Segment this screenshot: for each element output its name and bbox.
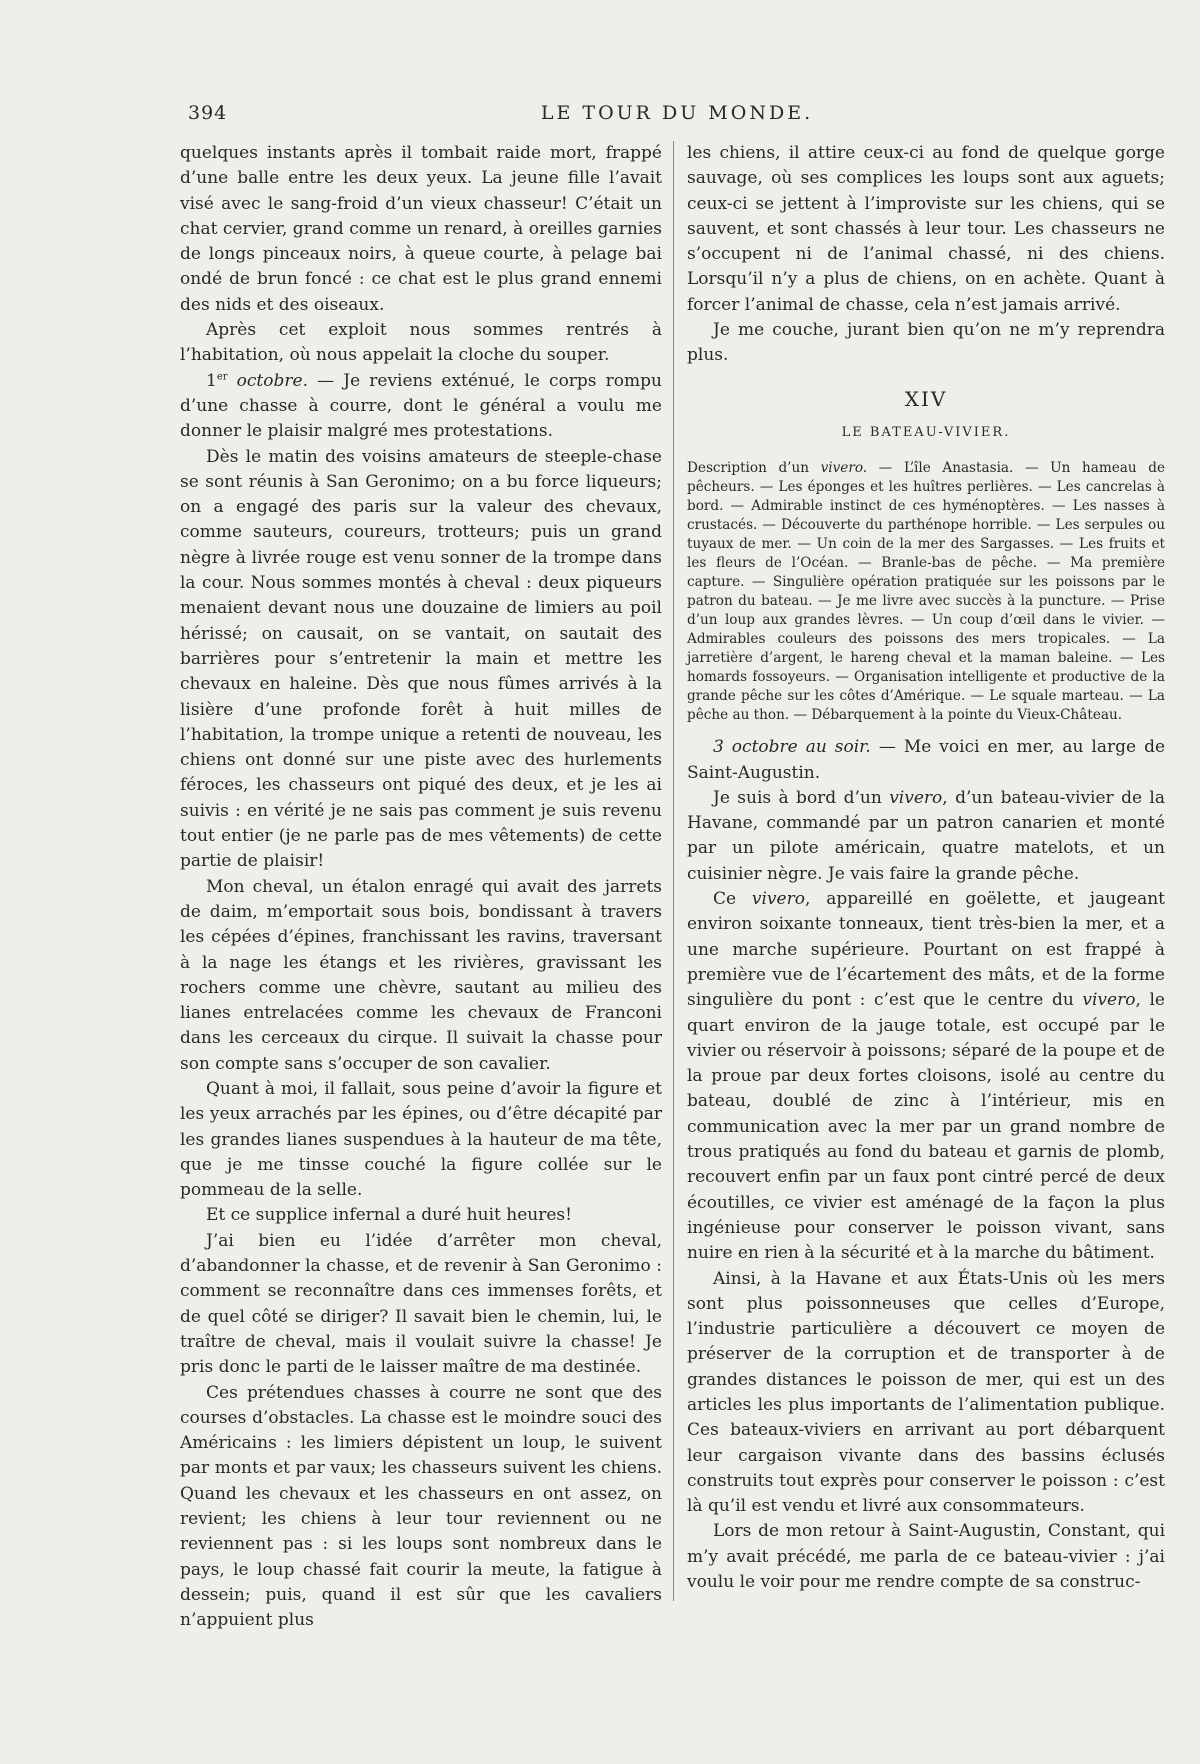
chapter-summary	[687, 459, 1165, 725]
italic-word: vivero	[1082, 990, 1136, 1011]
paragraph: Ces prétendues chasses à courre ne sont que des courses d’obstacles. La chasse est le moindre souci des Américains : les limiers dépistent un loup, le suivent par monts et par vaux; les chasseurs suivent les chiens. Quand les chevaux et les chasseurs en ont assez, on revient; les chiens à leur tour reviennent ou ne reviennent pas : si les loups sont nombreux dans le pays, le loup chassé fait courir la meute, la fatigue à dessein; puis, quand il est sûr que les cavaliers n’appuient plus	[180, 1382, 662, 1631]
paragraph	[687, 786, 1165, 887]
date-day: 1	[206, 370, 217, 391]
column-divider	[673, 141, 674, 1601]
page-number: 394	[188, 102, 228, 124]
text-run: , appareillé en goëlette, et jaugeant environ soixante tonneaux, tient très-bien la mer, et a une marche supérieure. Pourtant on est frappé à première vue de l’écartement des mâts, et de la forme singulière du pont : c’est que le centre du	[687, 889, 1165, 1011]
paragraph: Mon cheval, un étalon enragé qui avait des jarrets de daim, m’emportait sous bois, bondissant à travers les cépées d’épines, franchissant les ravins, traversant à la nage les étangs et les rivières, gravissant les rochers comme une chèvre, sautant au milieu des lianes entrelacées comme les chevaux de Franconi dans les cerceaux du cirque. Il suivait la chasse pour son compte sans s’occuper de son cavalier.	[180, 876, 662, 1074]
paragraph: les chiens, il attire ceux-ci au fond de quelque gorge sauvage, où ses complices les loups sont aux aguets; ceux-ci se jettent à l’improviste sur les chiens, qui se sauvent, et sont chassés à leur tour. Les chasseurs ne s’occupent ni de l’animal chassé, ni des chiens. Lorsqu’il n’y a plus de chiens, on en achète. Quant à forcer l’animal de chasse, cela n’est jamais arrivé.	[687, 143, 1165, 315]
right-column	[687, 141, 1165, 1611]
summary-italic: vivero.	[820, 460, 868, 477]
paragraph	[687, 887, 1165, 1266]
page-header	[188, 102, 1166, 130]
text-run: Je suis à bord d’un	[713, 787, 890, 808]
chapter-title: LE BATEAU-VIVIER.	[841, 424, 1011, 440]
paragraph: Dès le matin des voisins amateurs de steeple-chase se sont réunis à San Geronimo; on a bu force liqueurs; on a engagé des paris sur la valeur des chevaux, comme sauteurs, coureurs, trotteurs; puis un grand nègre à livrée rouge est venu sonner de la trompe dans la cour. Nous sommes montés à cheval : deux piqueurs menaient devant nous une douzaine de limiers au poil hérissé; on causait, on se vantait, on sautait des barrières pour s’entretenir la main et mettre les chevaux en haleine. Dès que nous fûmes arrivés à la lisière d’une profonde forêt à huit milles de l’habitation, la trompe unique a retenti de nouveau, les chiens ont donné sur une piste avec des hurlements féroces, les chasseurs ont piqué des deux, et je les ai suivis : en vérité je ne sais pas comment je suis revenu tout entier (je ne parle pas de mes vêtements) de cette partie de plaisir!	[180, 446, 662, 872]
paragraph: Et ce supplice infernal a duré huit heures!	[206, 1205, 572, 1226]
paragraph: Lors de mon retour à Saint-Augustin, Constant, qui m’y avait précédé, me parla de ce bateau-vivier : j’ai voulu le voir pour me rendre compte de sa construc-	[687, 1521, 1165, 1593]
chapter-number: XIV	[904, 386, 948, 411]
text-run: , d’un bateau-vivier de la Havane, commandé par un patron canarien et monté par un pilote américain, quatre matelots, et un cuisinier nègre. Je vais faire la grande pêche.	[687, 787, 1165, 884]
paragraph: Je me couche, jurant bien qu’on ne m’y reprendra plus.	[687, 320, 1165, 366]
text-run: Ce	[713, 889, 752, 910]
italic-word: vivero	[751, 889, 805, 910]
paragraph: Après cet exploit nous sommes rentrés à l’habitation, où nous appelait la cloche du souper.	[180, 320, 662, 366]
paragraph: quelques instants après il tombait raide mort, frappé d’une balle entre les deux yeux. La jeune fille l’avait visé avec le sang-froid d’un vieux chasseur! C’était un chat cervier, grand comme un renard, à oreilles garnies de longs pinceaux noirs, à queue courte, à pelage bai ondé de brun foncé : ce chat est le plus grand ennemi des nids et des oiseaux.	[180, 143, 662, 315]
summary-lead: Description d’un	[687, 460, 821, 477]
dated-paragraph	[180, 369, 662, 445]
paragraph: J’ai bien eu l’idée d’arrêter mon cheval, d’abandonner la chasse, et de revenir à San Geronimo : comment se reconnaître dans ces immenses forêts, et de quel côté se diriger? Il savait bien le chemin, lui, le traître de cheval, mais il voulait suivre la chasse! Je pris donc le parti de le laisser maître de ma destinée.	[180, 1230, 662, 1378]
paragraph: Quant à moi, il fallait, sous peine d’avoir la figure et les yeux arrachés par les épines, ou d’être décapité par les grandes lianes suspendues à la hauteur de ma tête, que je me tinsse couché la figure collée sur le pommeau de la selle.	[180, 1078, 662, 1201]
paragraph-text: — Me voici en mer, au large de Saint-Augustin.	[687, 737, 1166, 783]
date-month: octobre.	[227, 370, 308, 391]
running-title: LE TOUR DU MONDE.	[540, 102, 814, 124]
date-superscript: er	[216, 371, 228, 383]
dated-paragraph	[687, 735, 1165, 786]
summary-text: — L’île Anastasia. — Un hameau de pêcheurs. — Les éponges et les huîtres perlières. — Les cancrelas à bord. — Admirable instinct de ces hyménoptères. — Les nasses à crustacés. — Découverte du parthénope horrible. — Les serpules ou tuyaux de mer. — Un coin de la mer des Sargasses. — Les fruits et les fleurs de l’Océan. — Branle-bas de pêche. — Ma première capture. — Singulière opération pratiquée sur les poissons par le patron du bateau. — Je me livre avec succès à la puncture. — Prise d’un loup aux grandes lèvres. — Un coup d’œil dans le vivier. — Admirables couleurs des poissons des mers tropicales. — La jarretière d’argent, le hareng cheval et la maman baleine. — Les homards fossoyeurs. — Organisation intelligente et productive de la grande pêche sur les côtes d’Amérique. — Le squale marteau. — La pêche au thon. — Débarquement à la pointe du Vieux-Château.	[687, 460, 1165, 724]
text-run: , le quart environ de la jauge totale, est occupé par le vivier ou réservoir à poissons; séparé de la poupe et de la proue par deux fortes cloisons, isolé au centre du bateau, doublé de zinc à l’intérieur, mis en communication avec la mer par un grand nombre de trous pratiqués au fond du bateau et garnis de plomb, recouvert enfin par un faux pont cintré percé de deux écoutilles, ce vivier est aménagé de la façon la plus ingénieuse pour conserver le poisson vivant, sans nuire en rien à la sécurité et à la marche du bâtiment.	[687, 990, 1165, 1264]
paragraph: Ainsi, à la Havane et aux États-Unis où les mers sont plus poissonneuses que celles d’Europe, l’industrie particulière a découvert ce moyen de préserver de la corruption et de transporter à de grandes distances le poisson de mer, qui est un des articles les plus importants de l’alimentation publique. Ces bateaux-viviers en arrivant au port débarquent leur cargaison vivante dans des bassins éclusés construits tout exprès pour conserver le poisson : c’est là qu’il est vendu et livré aux consommateurs.	[687, 1268, 1165, 1517]
left-column	[180, 141, 662, 1631]
date-label: 3 octobre au soir.	[713, 737, 871, 758]
italic-word: vivero	[889, 787, 943, 808]
paragraph-text: — Je reviens exténué, le corps rompu d’une chasse à courre, dont le général a voulu me donner le plaisir malgré mes protestations.	[180, 370, 662, 442]
